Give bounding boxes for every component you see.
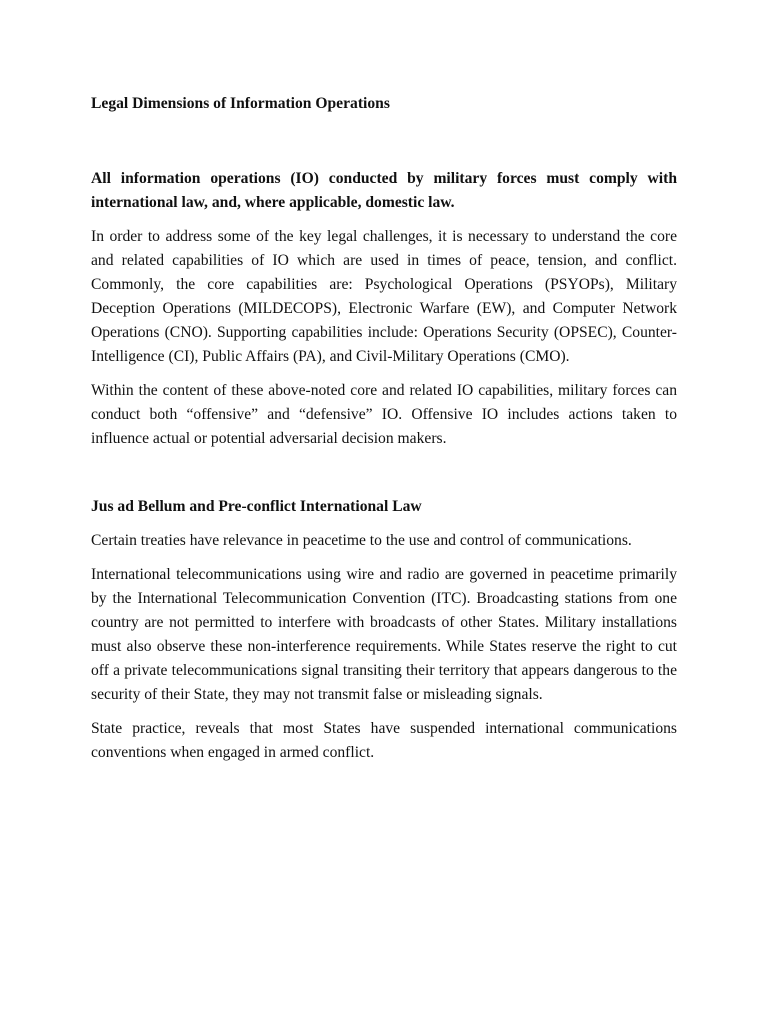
paragraph-offensive-defensive: Within the content of these above-noted core and related IO capabilities, military forces can conduct both “offensive” and “defensive” IO. Offensive IO includes actions taken to influence actual or potential adversarial decision makers. (91, 382, 677, 447)
lead-paragraph: All information operations (IO) conducted by military forces must comply with international law, and, where applicable, domestic law. (91, 170, 677, 211)
document-title: Legal Dimensions of Information Operations (91, 95, 390, 112)
section-heading-jus-ad-bellum: Jus ad Bellum and Pre-conflict International Law (91, 498, 422, 515)
paragraph-core-capabilities: In order to address some of the key legal challenges, it is necessary to understand the core and related capabilities of IO which are used in times of peace, tension, and conflict. Commonly, the core capabilities are: Psychological Operations (PSYOPs), Military Deception Operations (MILDECOPS), Electronic Warfare (EW), and Computer Network Operations (CNO). Supporting capabilities include: Operations Security (OPSEC), Counter-Intelligence (CI), Public Affairs (PA), and Civil-Military Operations (CMO). (91, 228, 677, 365)
paragraph-telecommunications: International telecommunications using wire and radio are governed in peacetime primarily by the International Telecommunication Convention (ITC). Broadcasting stations from one country are not permitted to interfere with broadcasts of other States. Military installations must also observe these non-interference requirements. While States reserve the right to cut off a private telecommunications signal transiting their territory that appears dangerous to the security of their State, they may not transmit false or misleading signals. (91, 566, 677, 703)
document-body (91, 92, 677, 775)
paragraph-treaties: Certain treaties have relevance in peacetime to the use and control of communications. (91, 532, 632, 549)
paragraph-state-practice: State practice, reveals that most States have suspended international communications conventions when engaged in armed conflict. (91, 720, 677, 761)
